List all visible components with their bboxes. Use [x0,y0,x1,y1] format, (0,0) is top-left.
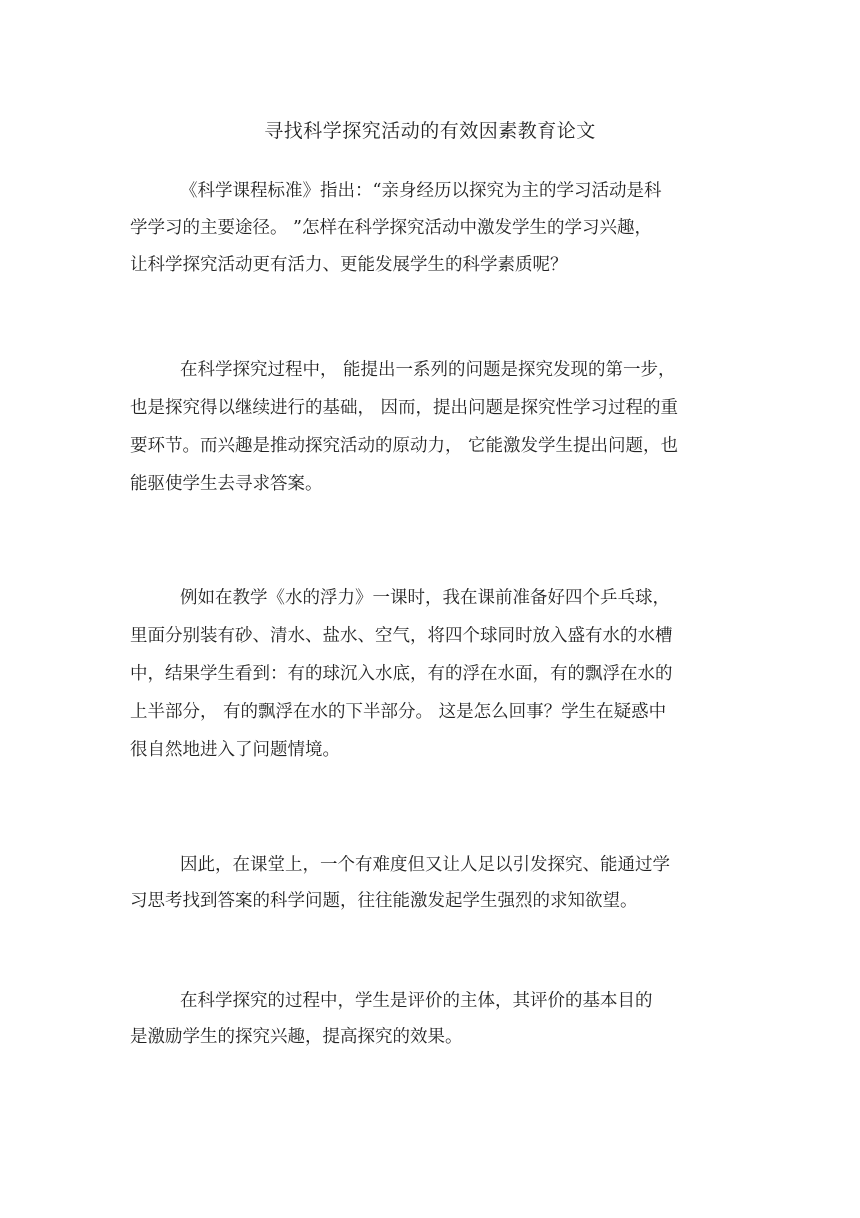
paragraph-1 [130,173,730,284]
paragraph-line: 让科学探究活动更有活力、更能发展学生的科学素质呢？ [130,255,568,275]
paragraph-line: 上半部分， 有的飘浮在水的下半部分。 这是怎么回事？学生在疑惑中 [130,702,667,722]
paragraph-line: 是激励学生的探究兴趣，提高探究的效果。 [130,1027,463,1047]
paragraph-3 [130,579,730,769]
paragraph-line: 例如在教学《水的浮力》一课时，我在课前准备好四个乒乓球， [180,588,670,608]
paragraph-line: 习思考找到答案的科学问题，往往能激发起学生强烈的求知欲望。 [130,891,638,911]
paragraph-line: 很自然地进入了问题情境。 [130,740,340,760]
paragraph-line: 能驱使学生去寻求答案。 [130,474,323,494]
paragraph-line: 也是探究得以继续进行的基础， 因而，提出问题是探究性学习过程的重 [130,398,679,418]
paragraph-line: 《科学课程标准》指出：“亲身经历以探究为主的学习活动是科 [180,181,662,201]
paragraph-line: 因此，在课堂上，一个有难度但又让人足以引发探究、能通过学 [180,855,670,875]
paragraph-line: 学学习的主要途径。 ”怎样在科学探究活动中激发学生的学习兴趣， [130,218,653,238]
paragraph-line: 要环节。而兴趣是推动探究活动的原动力， 它能激发学生提出问题，也 [130,436,679,456]
paragraph-2 [130,351,730,503]
paragraph-line: 在科学探究过程中， 能提出一系列的问题是探究发现的第一步， [180,360,676,380]
paragraph-4 [130,847,730,919]
paragraph-line: 里面分别装有砂、清水、盐水、空气，将四个球同时放入盛有水的水槽 [130,626,673,646]
paragraph-5 [130,983,730,1055]
paragraph-line: 中，结果学生看到：有的球沉入水底，有的浮在水面，有的飘浮在水的 [130,664,673,684]
document-title: 寻找科学探究活动的有效因素教育论文 [264,120,596,142]
paragraph-line: 在科学探究的过程中，学生是评价的主体，其评价的基本目的 [180,991,653,1011]
